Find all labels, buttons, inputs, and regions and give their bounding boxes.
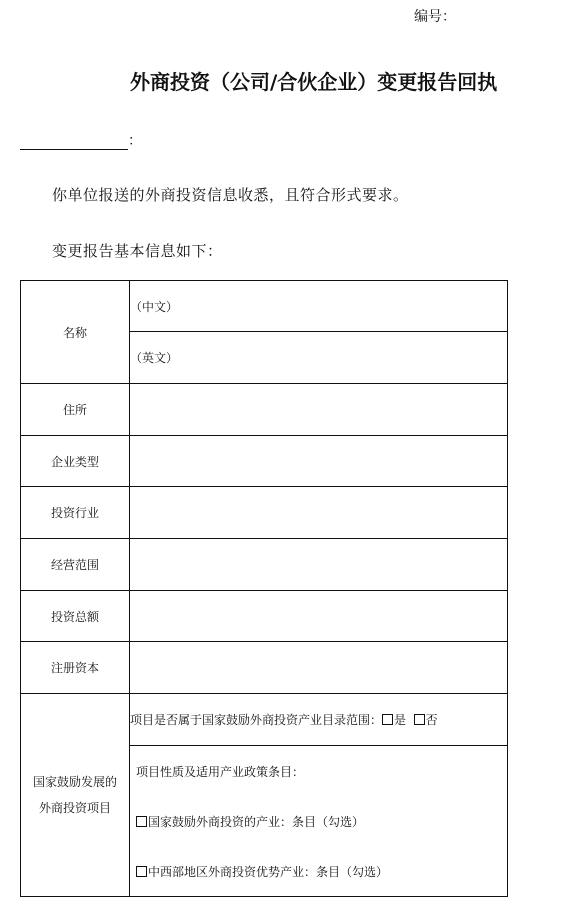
midwest-industry-checkbox[interactable] bbox=[136, 866, 147, 877]
encouraged-industry-checkbox[interactable] bbox=[136, 816, 147, 827]
industry-cell[interactable] bbox=[130, 487, 508, 539]
midwest-industry-option bbox=[136, 863, 507, 880]
addressee-blank[interactable] bbox=[20, 133, 128, 150]
yes-option-label: 是 bbox=[394, 713, 407, 727]
enterprise-type-label: 企业类型 bbox=[21, 436, 130, 487]
encouraged-project-label-line2: 外商投资项目 bbox=[38, 801, 111, 815]
info-table bbox=[20, 280, 508, 897]
address-label: 住所 bbox=[21, 384, 130, 436]
industry-label: 投资行业 bbox=[21, 487, 130, 539]
industry-policy-cell bbox=[130, 746, 508, 897]
no-checkbox[interactable] bbox=[414, 714, 425, 725]
encouraged-industry-option bbox=[136, 813, 507, 830]
total-investment-cell[interactable] bbox=[130, 591, 508, 642]
name-cn-cell[interactable]: （中文） bbox=[130, 281, 508, 332]
catalog-question: 项目是否属于国家鼓励外商投资产业目录范围： bbox=[130, 713, 383, 727]
registered-capital-label: 注册资本 bbox=[21, 642, 130, 694]
page-title: 外商投资（公司/合伙企业）变更报告回执 bbox=[130, 70, 498, 94]
business-scope-cell[interactable] bbox=[130, 539, 508, 591]
midwest-industry-text: 中西部地区外商投资优势产业：条目（勾选） bbox=[148, 864, 389, 879]
enterprise-type-cell[interactable] bbox=[130, 436, 508, 487]
business-scope-label: 经营范围 bbox=[21, 539, 130, 591]
name-en-cell[interactable]: （英文） bbox=[130, 332, 508, 384]
intro-paragraph: 变更报告基本信息如下： bbox=[52, 242, 223, 260]
document-number-label: 编号： bbox=[414, 9, 456, 25]
no-option-label: 否 bbox=[425, 713, 438, 727]
project-nature-label: 项目性质及适用产业政策条目： bbox=[136, 764, 305, 779]
registered-capital-cell[interactable] bbox=[130, 642, 508, 694]
address-cell[interactable] bbox=[130, 384, 508, 436]
received-paragraph: 你单位报送的外商投资信息收悉，且符合形式要求。 bbox=[52, 186, 409, 204]
addressee-colon: ： bbox=[128, 133, 142, 149]
name-label: 名称 bbox=[21, 281, 130, 384]
catalog-question-cell bbox=[130, 694, 508, 746]
addressee-line bbox=[20, 130, 142, 150]
total-investment-label: 投资总额 bbox=[21, 591, 130, 642]
encouraged-project-label bbox=[21, 694, 130, 897]
encouraged-industry-text: 国家鼓励外商投资的产业：条目（勾选） bbox=[148, 814, 365, 829]
yes-checkbox[interactable] bbox=[382, 714, 393, 725]
encouraged-project-label-line1: 国家鼓励发展的 bbox=[32, 775, 117, 789]
